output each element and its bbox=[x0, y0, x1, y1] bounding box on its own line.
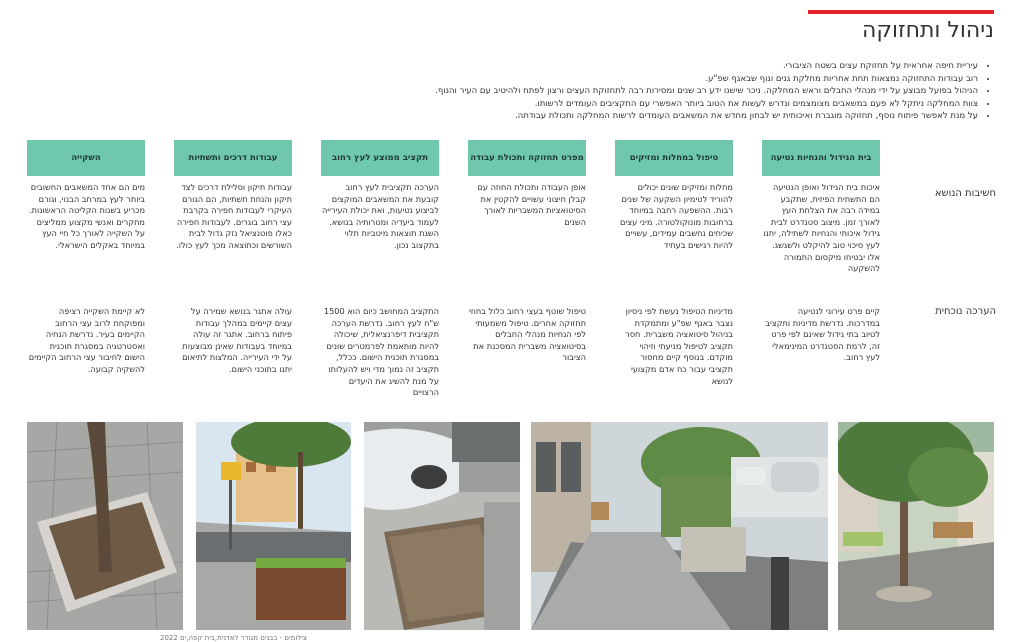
bullet-item: • הניהול בפועל מבוצע על ידי מנהלי החבלים וראש המחלקה. ניכר שישנו ידע רב שנים ומסירות רבה לתחזוקת העצים ורצון לפתח ולהיטיב עם העיר והנוף. bbox=[218, 85, 978, 98]
photo-credit: צילומים - בבנים מגודר לאדנית,בית קפה,ים 2022 bbox=[160, 634, 307, 642]
assessment-text-budget: התקציב המחושב כיום הוא 1500 ש"ח לעץ רחוב. נדרשת הערכה תקציבית דיפרנציאלית, שיכולה להיות מותאמת לפרמטרים שונים במסגרת תוכנית הישום. ככלל, תקציב זה נמוך מדי ויש להעלותו על מנת להשיג את היעדים הרצויים bbox=[323, 306, 439, 398]
column-header-budget: תקציב ממוצע לעץ רחוב bbox=[321, 140, 439, 176]
importance-text-pests: מחלות ומזיקים שונים יכולים להוריד לטימיון השקעה של שנים רבות. ההשפעה רחבה במיוחד ברחובות מונוקולטורה. מיני עצים שכיחים נחשבים עמידים, עשויים להיות רגישים בעתיד bbox=[620, 182, 733, 250]
bullet-item: • על מנת לאפשר פיתוח נוסף, תחזוקה מוגברת ואיכותית יש לבחון מחדש את המשאבים העומדים לרשות המחלקה ותכולת עבודתה. bbox=[218, 110, 978, 123]
title-accent-bar bbox=[808, 10, 994, 14]
page-title: ניהול ותחזוקה bbox=[861, 18, 994, 43]
row-label-assessment: הערכה נוכחית bbox=[935, 306, 996, 317]
assessment-text-maintenance-spec: טיפול שוטף בעצי רחוב כלול בחוזי תחזוקה אחרים. טיפול משמעותי לפי הנחיות מנהלי החבלים בסיטואציה משברית המסכנת את הציבור bbox=[468, 306, 586, 363]
row-label-importance: חשיבות הנושא bbox=[934, 188, 996, 199]
importance-text-maintenance-spec: אופן העבודה ותכולת החוזה עם קבלן חיצוני עשויים להקטין את הסיטואציות המשבריות לאורך השנים bbox=[477, 182, 586, 227]
column-header-maintenance-spec: מפרט תחזוקה ותכולת עבודה bbox=[468, 140, 586, 176]
street-trees-photo bbox=[838, 422, 994, 630]
planter-box-photo bbox=[196, 422, 351, 630]
column-header-irrigation: השקייה bbox=[27, 140, 145, 176]
bullet-item: • רוב עבודות התחזוקה נמצאות תחת אחריות מחלקת גנים ונוף שבאגף שפ"ע. bbox=[218, 73, 978, 86]
bullet-item: • צוות המחלקה ניתקל לא פעם במשאבים מצומצמים ונדרש לעשות את הטוב ביותר האפשרי עם התקציבים העומדים לרשותו. bbox=[218, 98, 978, 111]
assessment-text-irrigation: לא קיימת השקייה רציפה ומפוקחת לרוב עצי הרחוב הקיימים בעיר. נדרשת הנחיה ואסטרטגיה במסגרת תוכנית הישום לחיבור עצי הרחוב הקיימים להשקיה קבועה. bbox=[28, 306, 145, 374]
tree-pit-car-photo bbox=[364, 422, 520, 630]
column-header-growing-site: בית הגידול והנחיות נטיעה bbox=[762, 140, 880, 176]
column-header-pests: טיפול במחלות ומזיקים bbox=[615, 140, 733, 176]
importance-text-irrigation: מים הם אחד המשאבים החשובים ביותר לעץ במרחב הבנוי, וגורם מכריע בשנות הקליטה הראשונות. מחקרים ואנשי מקצוע ממליצים על השקייה לאורך כל חיי העץ במיוחד באקלים הישראלי. bbox=[29, 182, 145, 250]
intro-bullet-list bbox=[218, 60, 994, 123]
pedestrian-street-photo bbox=[531, 422, 828, 630]
importance-text-roadworks: עבודות תיקון וסלילת דרכים לצד תיקון והנחת תשתיות, הם הגורם העיקרי לעבודות חפירה בקרבת עצי רחוב בוגרים. לעבודות חפירה כאלו פוטנציאל נזק גדול לבית השורשים וכתוצאה מכך לעץ כולו. bbox=[176, 182, 292, 250]
paved-tree-pit-photo bbox=[27, 422, 183, 630]
assessment-text-pests: מדיניות הטיפול נעשת לפי ניסיון נצבר באגף שפ"ע ומתמקדת בניהול סיטואציה משברית. חסר תקציב לטיפול מניעתי וזיהוי מוקדם. בנוסף קיים מחסור תקציבי עבור כח אדם מקצועי לנושא bbox=[625, 306, 733, 386]
column-header-roadworks: עבודות דרכים ותשתיות bbox=[174, 140, 292, 176]
importance-text-growing-site: איכות בית הגידול ואופן הנטיעה הם התשתית הפיזית, שתקבע במידה רבה את הצלחת העץ לאורך זמן. מיצוב סטנדרט לבית גידול איכותי והנחיות לשתילה, יתנו לעץ סיכוי טוב להיקלט ולשגשג. אלו יבטיחו מיקסום התמורה להשקעה bbox=[763, 182, 880, 274]
importance-text-budget: הערכה תקציבית לעץ רחוב קובעת את המשאבים המוקצים לביצוע נטיעות, ואת יכולת העירייה לעמוד ביעדיה ומטרותיה בנושא. השגת תוצאות מיטביות תלוי בתקצוב נכון. bbox=[321, 182, 439, 250]
assessment-text-roadworks: עולה אתגר בנושא שמירה על עצים קיימים במהלך עבודות פיתוח ברחוב. אתגר זה עולה במיוחד בעבודות שאינן מבוצעות על ידי העירייה. המלצות לתיאום יתנו בתוכני הישום. bbox=[182, 306, 292, 374]
bullet-item: • עיריית חיפה אחראית על תחזוקת עצים בשטח הציבורי. bbox=[218, 60, 978, 73]
assessment-text-growing-site: קיים פרט עירוני לנטיעה במדרכות. נדרשת מדיניות ותקציב לטיוב בתי גידול שאינם לפי פרט זה, לרמת הסטנדרט המינימאלי לעץ רחוב. bbox=[765, 306, 880, 363]
